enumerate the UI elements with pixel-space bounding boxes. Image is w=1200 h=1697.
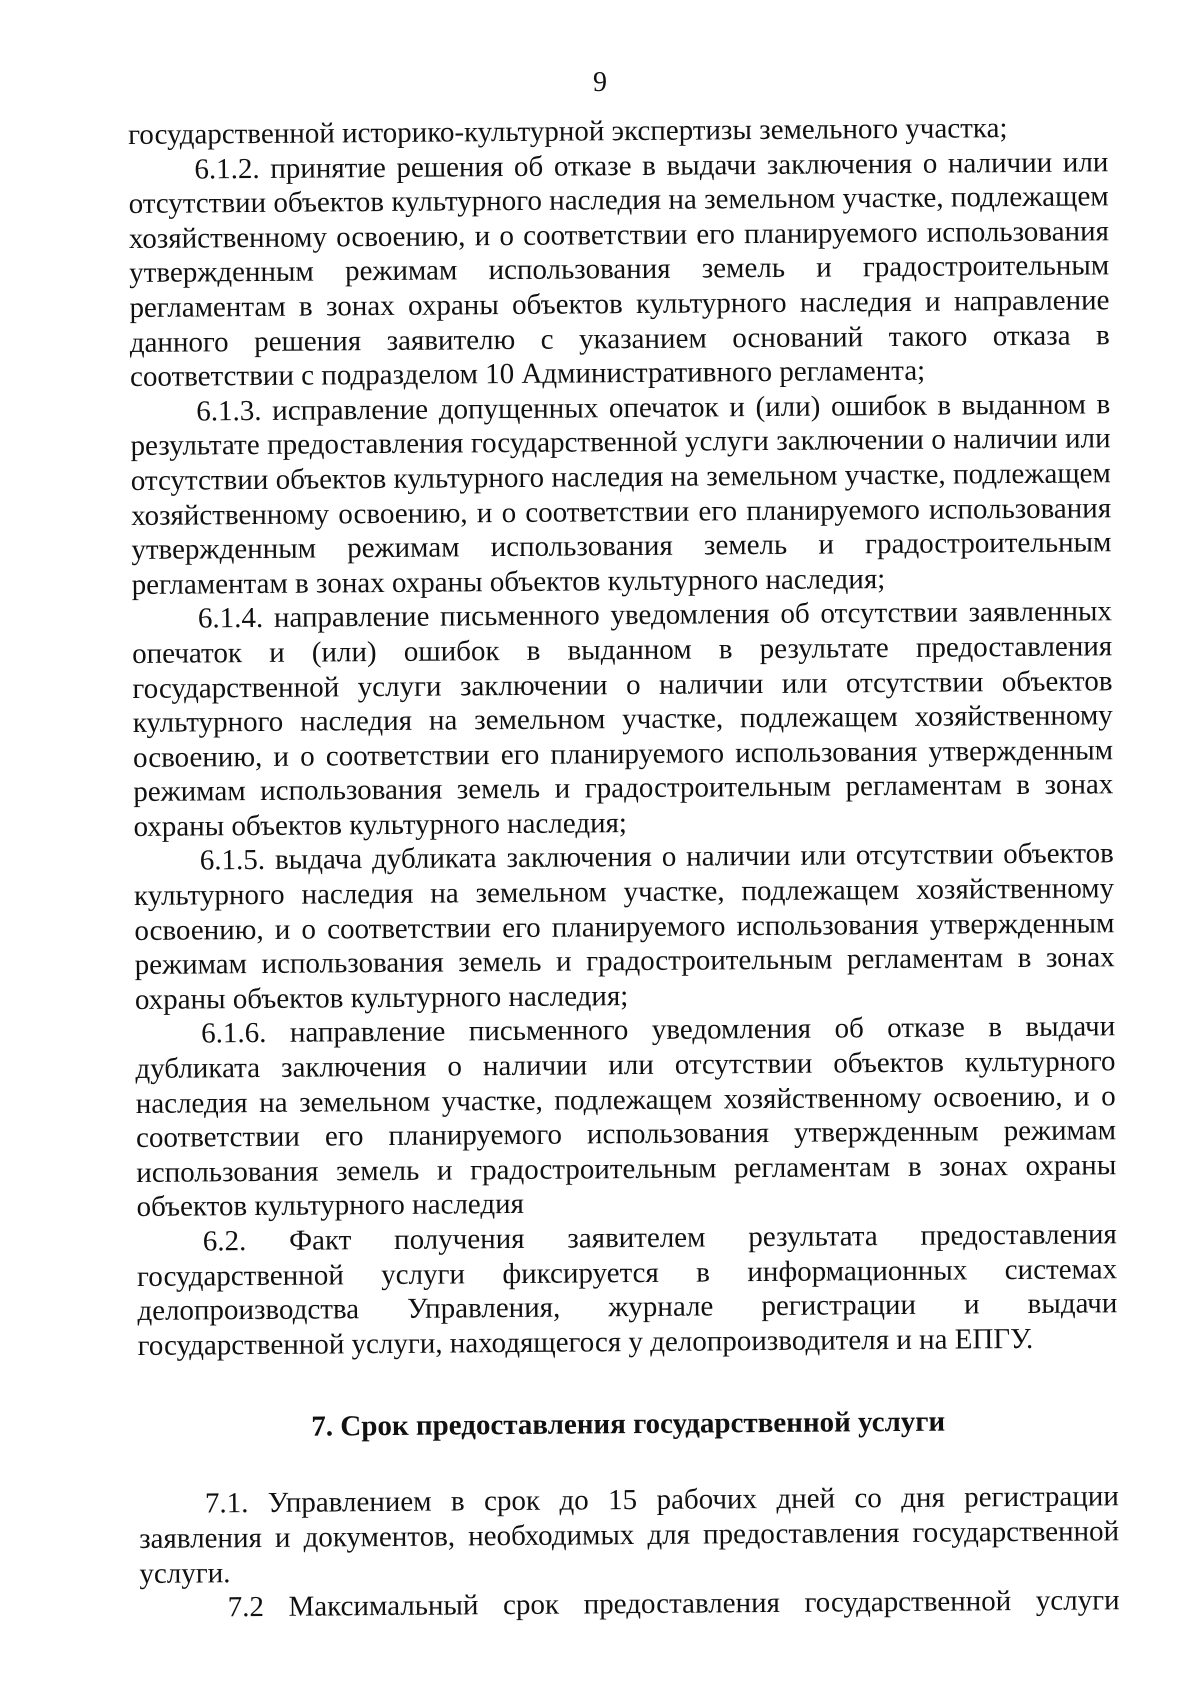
paragraph-continuation: государственной историко-культурной экспертизы земельного участка; xyxy=(128,112,1008,151)
word: услуги xyxy=(1035,1584,1120,1618)
paragraph-6-1-2: 6.1.2. принятие решения об отказе в выдачи заключения о наличии или отсутствии объектов культурного наследия на земельном участке, подлежащем хозяйственному освоению, и о соответствии его планируемого использования утвержденным режимам использования земель и градостроительным регламентам в зонах охраны объектов культурного наследия и направление данного решения заявителю с указанием оснований такого отказа в соответствии с подразделом 10 Административного регламента; xyxy=(128,145,1110,394)
document-body xyxy=(128,110,1120,1625)
section-heading: 7. Срок предоставления государственной услуги xyxy=(311,1405,946,1443)
paragraph-6-1-4: 6.1.4. направление письменного уведомления об отсутствии заявленных опечаток и (или) ошибок в выданном в результате предоставления государственной услуги заключении о наличии или отсутствии объектов культурного наследия на земельном участке, подлежащем хозяйственному освоению, и о соответствии его планируемого использования утвержденным режимам использования земель и градостроительным регламентам в зонах охраны объектов культурного наследия; xyxy=(132,595,1114,843)
word: предоставления xyxy=(583,1587,781,1621)
page-number: 9 xyxy=(593,67,607,98)
paragraph-6-1-5: 6.1.5. выдача дубликата заключения о наличии или отсутствии объектов культурного наследия на земельном участке, подлежащем хозяйственному освоению, и о соответствии его планируемого использования утвержденным режимам использования земель и градостроительным регламентам в зонах охраны объектов культурного наследия; xyxy=(133,837,1115,1016)
word: государственной xyxy=(804,1585,1012,1619)
clause-number: 7.2 xyxy=(227,1591,265,1624)
paragraph-7-2-first-line xyxy=(140,1583,1120,1625)
word: Максимальный xyxy=(288,1589,479,1623)
paragraph-7-1: 7.1. Управлением в срок до 15 рабочих дней со дня регистрации заявления и документов, необходимых для предоставления государственной услуги. xyxy=(139,1480,1120,1590)
paragraph-6-2: 6.2. Факт получения заявителем результата предоставления государственной услуги фиксируется в информационных системах делопроизводства Управления, журнале регистрации и выдачи государственной услуги, находящегося у делопроизводителя и на ЕПГУ. xyxy=(136,1218,1118,1362)
word: срок xyxy=(502,1588,560,1622)
paragraph-6-1-6: 6.1.6. направление письменного уведомления об отказе в выдачи дубликата заключения о наличии или отсутствии объектов культурного наследия на земельном участке, подлежащем хозяйственному освоению, и о соответствии его планируемого использования утвержденным режимам использования земель и градостроительным регламентам в зонах охраны объектов культурного наследия xyxy=(135,1010,1117,1224)
paragraph-6-1-3: 6.1.3. исправление допущенных опечаток и (или) ошибок в выданном в результате предоставления государственной услуги заключении о наличии или отсутствии объектов культурного наследия на земельном участке, подлежащем хозяйственному освоению, и о соответствии его планируемого использования утвержденным режимам использования земель и градостроительным регламентам в зонах охраны объектов культурного наследия; xyxy=(130,388,1112,601)
